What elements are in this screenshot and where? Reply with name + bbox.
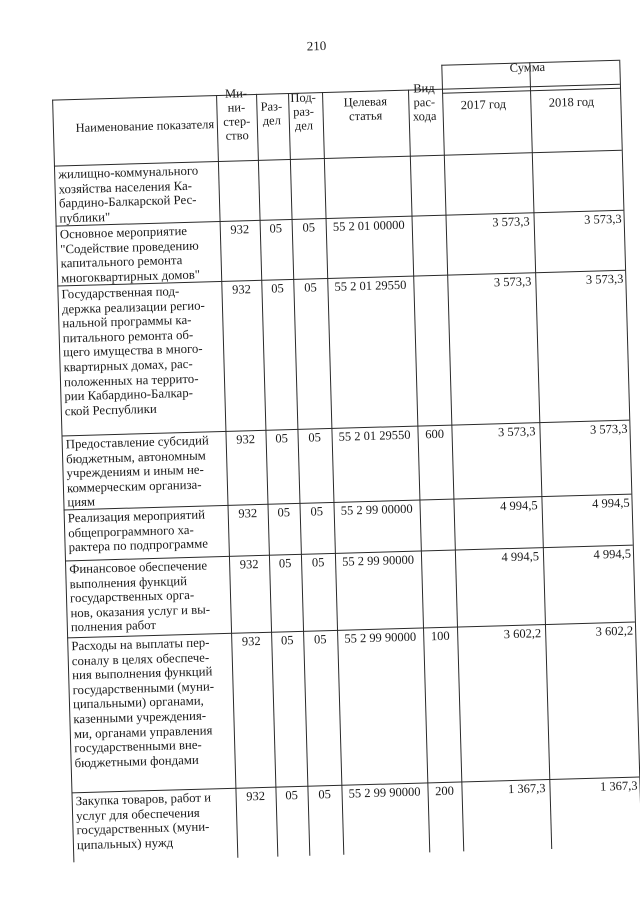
table-grid (0, 0, 627, 9)
row-name: Основное мероприятие "Содействие проведению капитального ремонта многоквартирных домов" (59, 223, 201, 286)
row-name: Финансовое обеспечение выполнения функций государственных орга- нов, оказания услуг и вы- полнения работ (69, 558, 211, 635)
row-sum-2017: 4 994,5 (499, 498, 538, 514)
row-subsection: 05 (308, 430, 322, 445)
row-sum-2018: 3 573,3 (585, 271, 624, 287)
row-sum-2018: 1 367,3 (599, 778, 638, 794)
row-name: Предоставление субсидий бюджетным, автономным учреждениям и иным не- коммерческим организа- циям (65, 433, 209, 510)
row-name: Реализация мероприятий общепрограммного ха- рактера по подпрограмме (67, 507, 209, 555)
table-rule (322, 92, 344, 855)
row-ministry: 932 (241, 634, 261, 649)
row-name: Государственная под- держка реализации регио- нальной программы ка- питального ремонта об- щего имущества в много- квартирных домах, рас- положенных на террито- рии Кабардино-Балкар- ской Республики (61, 284, 206, 419)
row-subsection: 05 (311, 555, 325, 570)
table-rule (441, 65, 464, 852)
row-target-article: 55 2 99 90000 (341, 552, 415, 569)
row-section: 05 (285, 788, 299, 803)
header-ministry: Ми- ни- стер- ство (223, 86, 251, 143)
row-sum-2018: 4 994,5 (593, 546, 632, 562)
row-target-article: 55 2 01 29550 (338, 427, 411, 444)
row-name: Расходы на выплаты пер- соналу в целях обеспече- ния выполнения функций государственными (муни- ципальными) органами, казенными учреждения- ми, органами управления государственными вне- бюджетными фондами (71, 635, 215, 770)
table-rule (256, 94, 278, 857)
row-ministry: 932 (239, 557, 259, 572)
row-target-article: 55 2 01 00000 (332, 217, 405, 234)
header-target: Целевая статья (343, 94, 388, 124)
table-rule (54, 150, 622, 167)
row-section: 05 (275, 431, 289, 446)
row-section: 05 (278, 556, 292, 571)
row-subsection: 05 (304, 280, 317, 295)
row-sum-2017: 3 602,2 (503, 626, 542, 642)
row-expense-type: 100 (430, 628, 450, 644)
header-name: Наименование показателя (75, 117, 215, 135)
row-ministry: 932 (246, 788, 266, 804)
row-target-article: 55 2 01 29550 (334, 277, 407, 294)
row-target-article: 55 2 99 90000 (348, 784, 421, 801)
row-ministry: 932 (231, 282, 252, 297)
row-subsection: 05 (318, 787, 332, 802)
row-sum-2018: 3 573,3 (589, 421, 628, 437)
header-subsection: Под- раз- дел (290, 90, 317, 133)
row-sum-2018: 4 994,5 (591, 495, 630, 511)
header-year-2017: 2017 год (460, 96, 507, 113)
table-rule (619, 60, 640, 847)
header-expense-type: Вид рас- хода (412, 80, 437, 124)
table-rule (408, 90, 430, 853)
page-number: 210 (306, 37, 327, 54)
row-section: 05 (280, 633, 294, 648)
row-ministry: 932 (238, 506, 258, 521)
header-year-2018: 2018 год (548, 94, 595, 110)
row-section: 05 (277, 505, 291, 520)
table-rule (288, 93, 310, 856)
row-name: Закупка товаров, работ и услуг для обеспечения государственных (муни- ципальных) нужд (75, 790, 212, 852)
row-subsection: 05 (313, 632, 327, 647)
row-sum-2017: 3 573,3 (497, 424, 536, 440)
row-sum-2017: 1 367,3 (507, 781, 546, 797)
table-rule (529, 62, 552, 849)
row-sum-2017: 3 573,3 (493, 274, 532, 290)
row-sum-2017: 4 994,5 (501, 549, 540, 565)
row-section: 05 (269, 221, 283, 236)
row-sum-2018: 3 573,3 (583, 211, 622, 227)
row-sum-2017: 3 573,3 (492, 214, 530, 230)
row-target-article: 55 2 99 00000 (340, 501, 413, 518)
row-target-article: 55 2 99 90000 (344, 629, 417, 646)
row-ministry: 932 (230, 222, 250, 237)
header-sum: Сумма (509, 59, 546, 75)
row-ministry: 932 (236, 432, 256, 447)
header-section: Раз- дел (260, 99, 283, 128)
row-expense-type: 600 (425, 426, 445, 442)
row-section: 05 (271, 281, 284, 296)
row-subsection: 05 (302, 220, 316, 235)
row-name: жилищно-коммунального хозяйства населения Ка- бардино-Балкарской Рес- публики" (58, 163, 199, 226)
row-expense-type: 200 (434, 783, 455, 799)
row-subsection: 05 (310, 504, 324, 519)
row-sum-2018: 3 602,2 (595, 623, 634, 639)
